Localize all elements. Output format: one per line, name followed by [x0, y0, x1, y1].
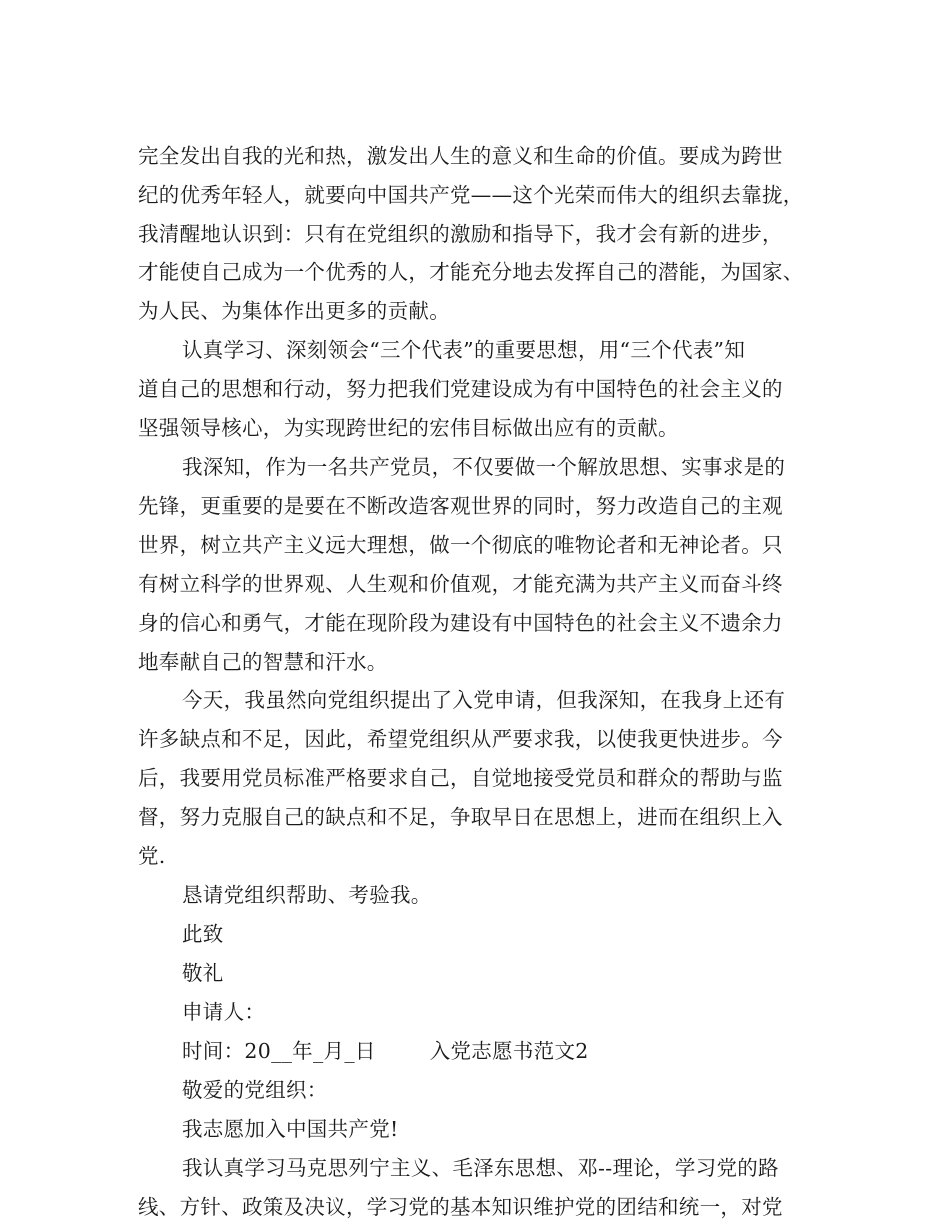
- paragraph-3-line-3: 世界，树立共产主义远大理想，做一个彻底的唯物论者和无神论者。只: [138, 533, 783, 557]
- paragraph-2-line-3: 坚强领导核心，为实现跨世纪的宏伟目标做出应有的贡献。: [138, 416, 679, 440]
- paragraph-4-line-4: 督，努力克服自己的缺点和不足，争取早日在思想上，进而在组织上入: [138, 805, 783, 829]
- closing-line-2: 敬礼: [182, 961, 224, 985]
- paragraph-2-line-2: 道自己的思想和行动，努力把我们党建设成为有中国特色的社会主义的: [138, 377, 783, 401]
- closing-line-1: 此致: [182, 922, 224, 946]
- paragraph-1-line-3: 我清醒地认识到：只有在党组织的激励和指导下，我才会有新的进步，: [138, 222, 783, 246]
- date-line: 时间：20__年_月_日: [182, 1039, 376, 1063]
- paragraph-1-line-5: 为人民、为集体作出更多的贡献。: [138, 299, 450, 323]
- paragraph-5-line-2: 线、方针、政策及决议，学习党的基本知识维护党的团结和统一，对党: [138, 1195, 783, 1219]
- paragraph-3-line-2: 先锋，更重要的是要在不断改造客观世界的同时，努力改造自己的主观: [138, 494, 783, 518]
- paragraph-4-line-1: 今天，我虽然向党组织提出了入党申请，但我深知，在我身上还有: [182, 688, 786, 712]
- paragraph-2-line-1: 认真学习、深刻领会“三个代表”的重要思想，用“三个代表”知: [182, 338, 746, 362]
- request-line: 恳请党组织帮助、考验我。: [182, 883, 432, 907]
- paragraph-4-line-3: 后，我要用党员标准严格要求自己，自觉地接受党员和群众的帮助与监: [138, 766, 783, 790]
- paragraph-4-line-5: 党.: [138, 844, 166, 868]
- paragraph-1-line-1: 完全发出自我的光和热，激发出人生的意义和生命的价值。要成为跨世: [138, 144, 783, 168]
- paragraph-3-line-6: 地奉献自己的智慧和汗水。: [138, 650, 388, 674]
- date-row: [182, 1039, 589, 1063]
- paragraph-3-line-5: 身的信心和勇气，才能在现阶段为建设有中国特色的社会主义不遗余力: [138, 611, 783, 635]
- paragraph-3-line-4: 有树立科学的世界观、人生观和价值观，才能充满为共产主义而奋斗终: [138, 572, 783, 596]
- paragraph-3-line-1: 我深知，作为一名共产党员，不仅要做一个解放思想、实事求是的: [182, 455, 786, 479]
- declaration: 我志愿加入中国共产党!: [182, 1117, 399, 1141]
- paragraph-1-line-2: 纪的优秀年轻人，就要向中国共产党——这个光荣而伟大的组织去靠拢，: [138, 183, 804, 207]
- paragraph-1-line-4: 才能使自己成为一个优秀的人，才能充分地去发挥自己的潜能，为国家、: [138, 260, 804, 284]
- paragraph-4-line-2: 许多缺点和不足，因此，希望党组织从严要求我，以使我更快进步。今: [138, 727, 783, 751]
- next-section-title: 入党志愿书范文2: [429, 1039, 589, 1063]
- paragraph-5-line-1: 我认真学习马克思列宁主义、毛泽东思想、邓--理论，学习党的路: [182, 1156, 779, 1180]
- applicant-line: 申请人：: [182, 1000, 266, 1024]
- salutation: 敬爱的党组织：: [182, 1078, 328, 1102]
